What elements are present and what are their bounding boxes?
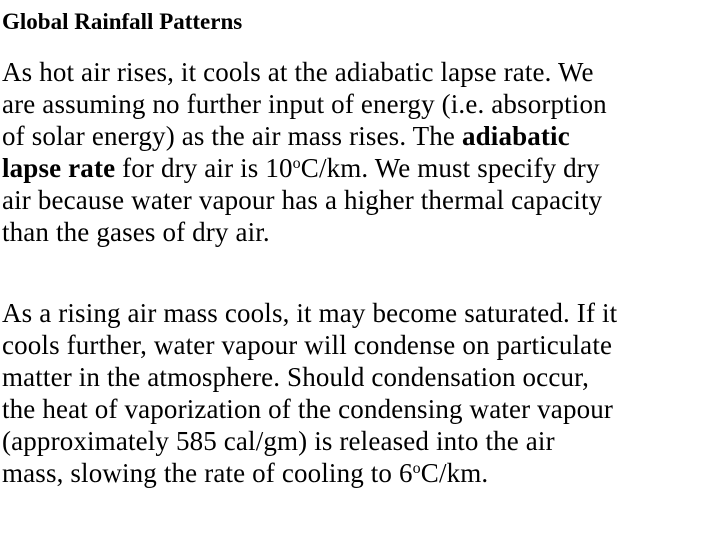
text-line: cools further, water vapour will condense on particulate: [2, 330, 613, 360]
paragraph-adiabatic-lapse-rate: [2, 56, 718, 248]
text-line: are assuming no further input of energy (i.e. absorption: [2, 89, 607, 119]
text-line: than the gases of dry air.: [2, 217, 270, 247]
text-line: [2, 457, 718, 489]
text-line: matter in the atmosphere. Should condensation occur,: [2, 362, 590, 392]
degree-superscript: o: [412, 460, 421, 477]
text-segment: C/km.: [420, 458, 489, 488]
paragraph-saturation-condensation: [2, 297, 718, 489]
bold-term: adiabatic: [461, 121, 570, 151]
bold-term: lapse rate: [2, 153, 116, 183]
degree-superscript: o: [292, 155, 301, 172]
slide-title: Global Rainfall Patterns: [2, 9, 243, 34]
text-line: the heat of vaporization of the condensing water vapour: [2, 394, 614, 424]
text-segment: of solar energy) as the air mass rises. The: [2, 121, 462, 151]
text-line: [2, 152, 718, 184]
text-line: air because water vapour has a higher thermal capacity: [2, 185, 603, 215]
text-line: (approximately 585 cal/gm) is released into the air: [2, 426, 555, 456]
text-line: [2, 120, 718, 152]
text-segment: for dry air is 10: [115, 153, 293, 183]
text-segment: C/km. We must specify dry: [300, 153, 600, 183]
text-line: As hot air rises, it cools at the adiabatic lapse rate. We: [2, 57, 594, 87]
text-segment: mass, slowing the rate of cooling to 6: [2, 458, 413, 488]
text-line: As a rising air mass cools, it may become saturated. If it: [2, 298, 618, 328]
